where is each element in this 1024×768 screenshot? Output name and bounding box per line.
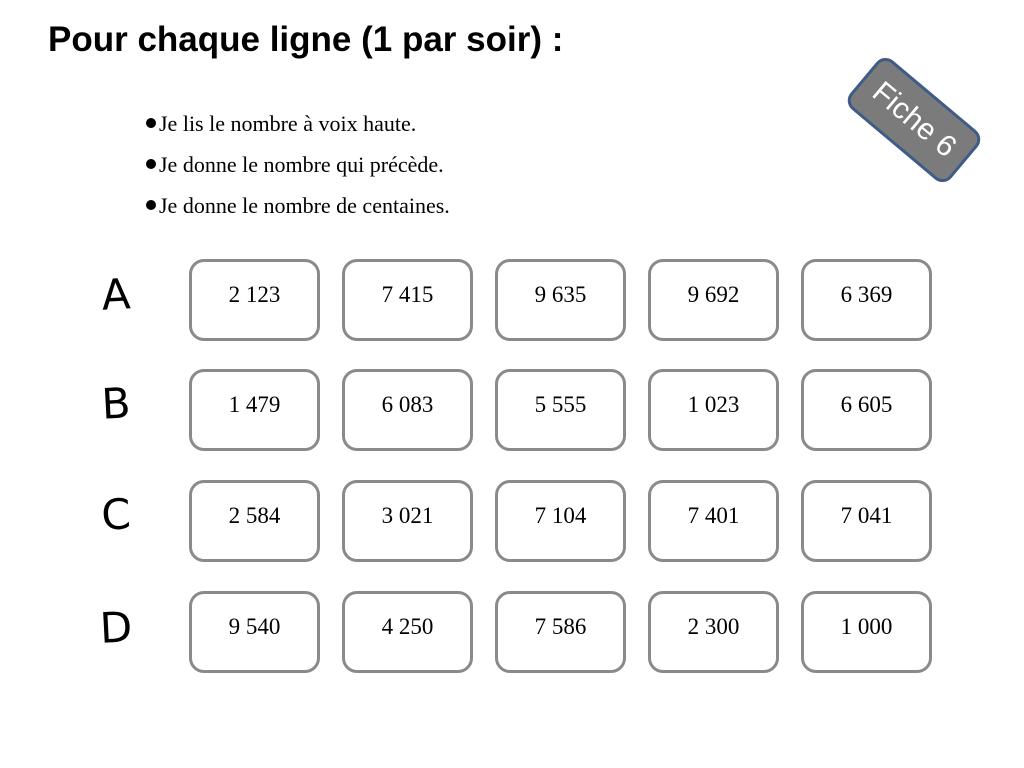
row-label-a: A [100, 269, 132, 320]
number-card: 1 479 [189, 369, 320, 451]
number-card: 7 041 [801, 480, 932, 562]
number-card: 6 605 [801, 369, 932, 451]
number-card: 9 540 [189, 591, 320, 673]
number-card: 2 584 [189, 480, 320, 562]
bullet-icon [146, 200, 156, 210]
fiche-badge [843, 53, 985, 187]
row-label-c: C [100, 489, 132, 540]
bullet-icon [146, 118, 156, 128]
number-card: 5 555 [495, 369, 626, 451]
number-card: 7 586 [495, 591, 626, 673]
instruction-list [146, 106, 450, 229]
instruction-text: Je donne le nombre de centaines. [159, 193, 450, 218]
number-card: 7 415 [342, 259, 473, 341]
number-card: 2 123 [189, 259, 320, 341]
row-label-d: D [98, 602, 134, 653]
number-card: 1 000 [801, 591, 932, 673]
number-card: 9 635 [495, 259, 626, 341]
instruction-item [146, 147, 450, 188]
instruction-text: Je donne le nombre qui précède. [159, 152, 444, 177]
number-card: 3 021 [342, 480, 473, 562]
number-card: 1 023 [648, 369, 779, 451]
number-card: 7 401 [648, 480, 779, 562]
number-card: 2 300 [648, 591, 779, 673]
number-card: 7 104 [495, 480, 626, 562]
number-card: 6 369 [801, 259, 932, 341]
number-card: 6 083 [342, 369, 473, 451]
bullet-icon [146, 159, 156, 169]
instruction-item [146, 188, 450, 229]
number-card: 9 692 [648, 259, 779, 341]
number-card: 4 250 [342, 591, 473, 673]
fiche-badge-label: Fiche 6 [866, 75, 963, 164]
row-label-b: B [100, 378, 132, 429]
page-title: Pour chaque ligne (1 par soir) : [48, 20, 564, 59]
instruction-text: Je lis le nombre à voix haute. [159, 111, 417, 136]
instruction-item [146, 106, 450, 147]
